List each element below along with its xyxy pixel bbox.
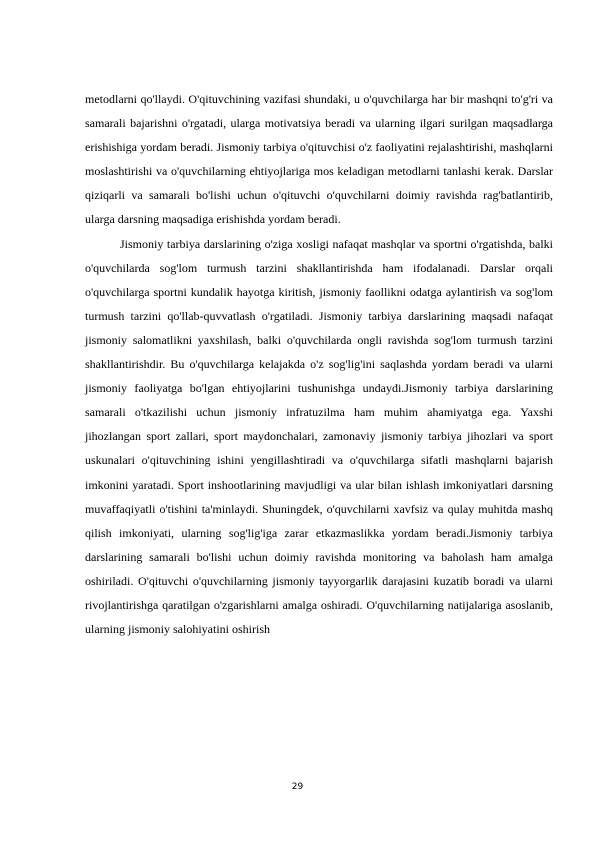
document-body [85, 87, 553, 641]
paragraph-physical-education: Jismoniy tarbiya darslarining o'ziga xosligi nafaqat mashqlar va sportni o'rgatishda, balki o'quvchilarda sog'lom turmush tarzini shakllantirishda ham ifodalanadi. Darslar orqali o'quvchilarga sportni kundalik hayotga kiritish, jismoniy faollikni odatga aylantirish va sog'lom turmush tarzini qo'llab-quvvatlash o'rgatiladi. Jismoniy tarbiya darslarining maqsadi nafaqat jismoniy salomatlikni yaxshilash, balki o'quvchilarda ongli ravishda sog'lom turmush tarzini shakllantirishdir. Bu o'quvchilarga kelajakda o'z sog'lig'ini saqlashda yordam beradi va ularni jismoniy faoliyatga bo'lgan ehtiyojlarini tushunishga undaydi.Jismoniy tarbiya darslarining samarali o'tkazilishi uchun jismoniy infratuzilma ham muhim ahamiyatga ega. Yaxshi jihozlangan sport zallari, sport maydonchalari, zamonaviy jismoniy tarbiya jihozlari va sport uskunalari o'qituvchining ishini yengillashtiradi va o'quvchilarga sifatli mashqlarni bajarish imkonini yaratadi. Sport inshootlarining mavjudligi va ular bilan ishlash imkoniyatlari darsning muvaffaqiyatli o'tishini ta'minlaydi. Shuningdek, o'quvchilarni xavfsiz va qulay muhitda mashq qilish imkoniyati, ularning sog'lig'iga zarar etkazmaslikka yordam beradi.Jismoniy tarbiya darslarining samarali bo'lishi uchun doimiy ravishda monitoring va baholash ham amalga oshiriladi. O'qituvchi o'quvchilarning jismoniy tayyorgarlik darajasini kuzatib boradi va ularni rivojlantirishga qaratilgan o'zgarishlarni amalga oshiradi. O'quvchilarning natijalariga asoslanib, ularning jismoniy salohiyatini oshirish [85, 236, 553, 637]
paragraph-continuation: metodlarni qo'llaydi. O'qituvchining vazifasi shundaki, u o'quvchilarga har bir mashqni to'g'ri va samarali bajarishni o'rgatadi, ularga motivatsiya beradi va ularning ilgari surilgan maqsadlarga erishishiga yordam beradi. Jismoniy tarbiya o'qituvchisi o'z faoliyatini rejalashtirishi, mashqlarni moslashtirishi va o'quvchilarning ehtiyojlariga mos keladigan metodlarni tanlashi kerak. Darslar qiziqarli va samarali bo'lishi uchun o'qituvchi o'quvchilarni doimiy ravishda rag'batlantirib, ularga darsning maqsadiga erishishda yordam beradi. [85, 92, 553, 227]
page-number: 29 [291, 782, 304, 792]
